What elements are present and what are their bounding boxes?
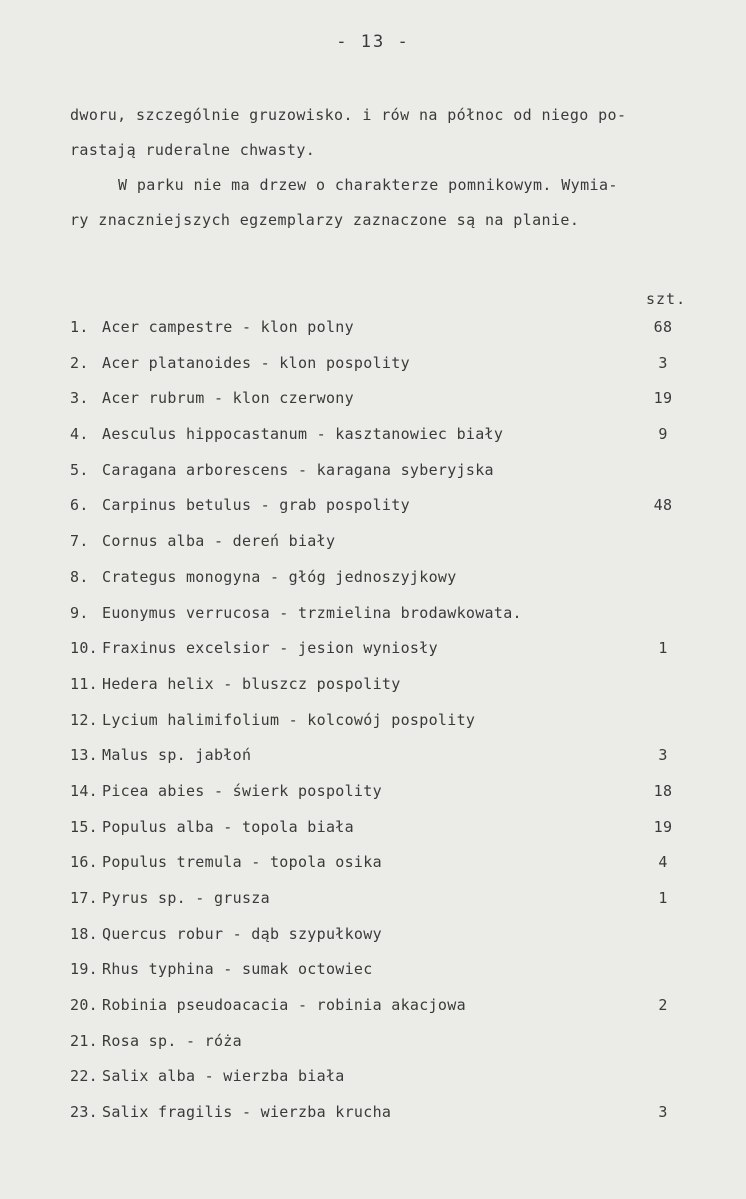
species-list (70, 318, 710, 1139)
species-name: Rhus typhina - sumak octowiec (102, 960, 373, 979)
species-count: 1 (658, 889, 668, 907)
page-number: - 13 - (336, 32, 410, 52)
species-number: 14. (70, 781, 98, 800)
species-name: Populus tremula - topola osika (102, 853, 382, 872)
species-number: 18. (70, 924, 98, 943)
species-count: 3 (658, 353, 668, 372)
species-name: Aesculus hippocastanum - kasztanowiec biały (102, 425, 504, 444)
species-number: 5. (70, 460, 89, 479)
species-row (70, 318, 710, 354)
species-count: 9 (658, 425, 668, 444)
species-name: Acer campestre - klon polny (102, 318, 354, 336)
species-number: 3. (70, 389, 89, 408)
species-count: 3 (658, 1103, 668, 1122)
species-row (70, 461, 710, 497)
species-row (70, 675, 710, 711)
species-row (70, 496, 710, 532)
species-row (70, 604, 710, 640)
species-count: 48 (653, 496, 673, 515)
species-name: Picea abies - świerk pospolity (102, 781, 382, 800)
species-name: Salix fragilis - wierzba krucha (102, 1103, 392, 1122)
species-number: 10. (70, 639, 98, 658)
species-number: 16. (70, 853, 98, 872)
species-count: 2 (658, 996, 668, 1015)
species-row (70, 711, 710, 747)
paragraph-line-4: ry znaczniejszych egzemplarzy zaznaczone są na planie. (70, 211, 580, 229)
species-row (70, 960, 710, 996)
species-number: 6. (70, 496, 89, 515)
species-name: Acer rubrum - klon czerwony (102, 389, 354, 408)
species-name: Pyrus sp. - grusza (102, 889, 270, 907)
species-count: 3 (658, 746, 668, 765)
species-name: Carpinus betulus - grab pospolity (102, 496, 410, 515)
species-number: 12. (70, 710, 98, 729)
paragraph-line-2: rastają ruderalne chwasty. (70, 141, 316, 159)
species-row (70, 889, 710, 925)
species-name: Hedera helix - bluszcz pospolity (102, 674, 401, 693)
species-name: Acer platanoides - klon pospolity (102, 353, 410, 372)
species-number: 1. (70, 318, 89, 336)
species-row (70, 639, 710, 675)
species-count: 19 (653, 389, 673, 408)
species-name: Cornus alba - dereń biały (102, 532, 336, 551)
species-count: 68 (653, 318, 673, 336)
species-name: Rosa sp. - róża (102, 1031, 242, 1050)
species-number: 21. (70, 1031, 98, 1050)
species-row (70, 818, 710, 854)
species-name: Robinia pseudoacacia - robinia akacjowa (102, 996, 466, 1015)
species-number: 15. (70, 817, 98, 836)
species-row (70, 1067, 710, 1103)
species-name: Malus sp. jabłoń (102, 746, 252, 765)
species-row (70, 853, 710, 889)
species-name: Lycium halimifolium - kolcowój pospolity (102, 710, 476, 729)
species-row (70, 354, 710, 390)
species-name: Caragana arborescens - karagana syberyjska (102, 460, 494, 479)
species-row (70, 996, 710, 1032)
species-row (70, 532, 710, 568)
paragraph-line-1: dworu, szczególnie gruzowisko. i rów na północ od niego po- (70, 106, 627, 124)
species-row (70, 1032, 710, 1068)
species-count: 19 (653, 817, 673, 836)
species-number: 4. (70, 425, 89, 444)
species-count: 4 (658, 853, 668, 872)
species-number: 20. (70, 996, 98, 1015)
species-number: 19. (70, 960, 98, 979)
species-number: 2. (70, 353, 89, 372)
paragraph-line-3: W parku nie ma drzew o charakterze pomnikowym. Wymia- (118, 176, 618, 194)
species-count: 18 (653, 781, 673, 800)
species-number: 8. (70, 567, 89, 586)
species-name: Fraxinus excelsior - jesion wyniosły (102, 639, 438, 658)
species-number: 23. (70, 1103, 98, 1122)
species-name: Quercus robur - dąb szypułkowy (102, 924, 382, 943)
species-name: Crategus monogyna - głóg jednoszyjkowy (102, 567, 457, 586)
species-number: 7. (70, 532, 89, 551)
species-number: 22. (70, 1067, 98, 1086)
species-count: 1 (658, 639, 668, 658)
species-row (70, 925, 710, 961)
species-name: Euonymus verrucosa - trzmielina brodawkowata. (102, 603, 522, 622)
species-row (70, 1103, 710, 1139)
species-row (70, 746, 710, 782)
species-number: 9. (70, 603, 89, 622)
species-row (70, 568, 710, 604)
species-row (70, 389, 710, 425)
species-name: Salix alba - wierzba biała (102, 1067, 345, 1086)
species-row (70, 782, 710, 818)
species-number: 13. (70, 746, 98, 765)
count-column-header: szt. (646, 290, 687, 308)
species-row (70, 425, 710, 461)
species-number: 11. (70, 674, 98, 693)
species-number: 17. (70, 889, 98, 907)
species-name: Populus alba - topola biała (102, 817, 354, 836)
